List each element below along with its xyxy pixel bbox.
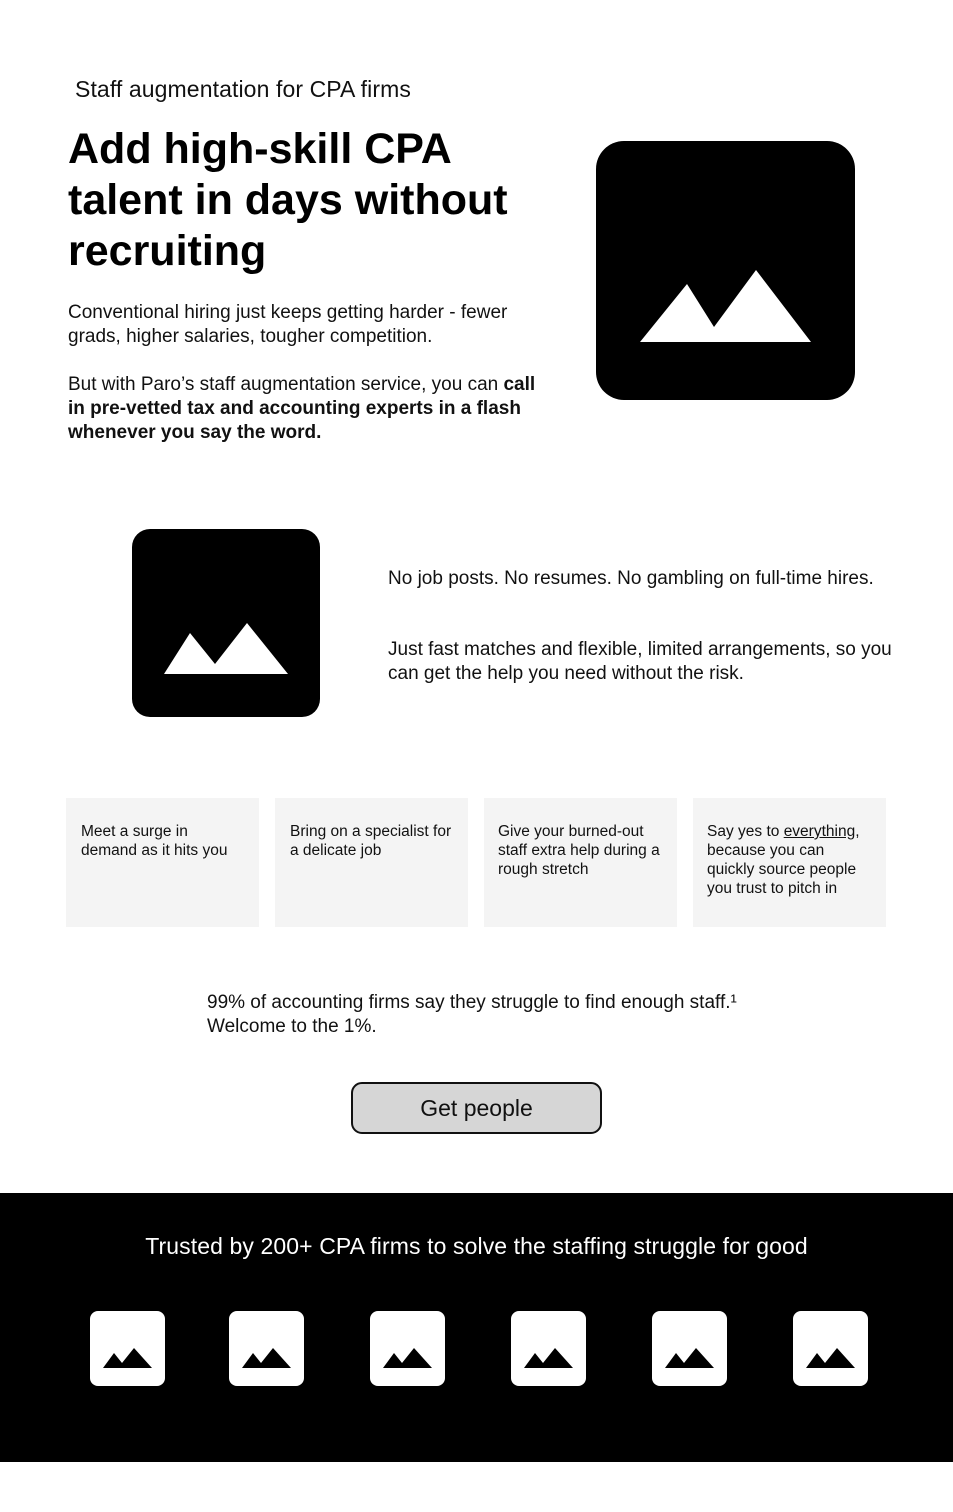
client-logo xyxy=(229,1311,304,1386)
hero-paragraph-1: Conventional hiring just keeps getting harder - fewer grads, higher salaries, tougher competition. xyxy=(68,302,508,347)
hero-title: Add high-skill CPA talent in days without recruiting xyxy=(68,125,508,275)
client-logo xyxy=(793,1311,868,1386)
image-placeholder-icon xyxy=(596,141,855,400)
client-logo xyxy=(652,1311,727,1386)
intro-paragraph-1: No job posts. No resumes. No gambling on full-time hires. xyxy=(388,568,874,589)
hero-image xyxy=(596,141,855,400)
image-placeholder-icon xyxy=(229,1311,304,1386)
hero-paragraph-2-text: But with Paro’s staff augmentation service, you can xyxy=(68,374,504,395)
client-logo xyxy=(511,1311,586,1386)
benefit-text: Bring on a specialist for a delicate job xyxy=(290,823,452,859)
benefit-text-suffix: because you can quickly source people you trust to pitch in xyxy=(707,842,857,897)
benefit-card xyxy=(275,798,468,927)
hero-paragraph-2-bold: call in pre-vetted tax and accounting experts in a flash whenever you say the word. xyxy=(68,374,536,443)
eyebrow: Staff augmentation for CPA firms xyxy=(75,76,412,102)
benefit-text-prefix: Say yes to xyxy=(707,823,784,840)
intro-image xyxy=(132,529,320,717)
client-logo xyxy=(370,1311,445,1386)
stat-text: 99% of accounting firms say they struggle to find enough staff.¹ Welcome to the 1%. xyxy=(207,992,737,1037)
benefit-card xyxy=(66,798,259,927)
image-placeholder-icon xyxy=(90,1311,165,1386)
image-placeholder-icon xyxy=(370,1311,445,1386)
hero-paragraph-2 xyxy=(68,373,548,445)
get-people-button[interactable]: Get people xyxy=(351,1082,602,1134)
image-placeholder-icon xyxy=(793,1311,868,1386)
benefit-card xyxy=(484,798,677,927)
client-logo xyxy=(90,1311,165,1386)
benefit-card xyxy=(693,798,886,927)
intro-paragraph-2: Just fast matches and flexible, limited arrangements, so you can get the help you need without the risk. xyxy=(388,639,892,684)
trust-title: Trusted by 200+ CPA firms to solve the staffing struggle for good xyxy=(145,1233,808,1259)
benefit-text: Give your burned-out staff extra help during a rough stretch xyxy=(498,823,660,878)
benefit-text: Meet a surge in demand as it hits you xyxy=(81,823,228,859)
image-placeholder-icon xyxy=(652,1311,727,1386)
benefit-text-underlined: everything, xyxy=(783,823,860,840)
image-placeholder-icon xyxy=(511,1311,586,1386)
image-placeholder-icon xyxy=(132,529,320,717)
